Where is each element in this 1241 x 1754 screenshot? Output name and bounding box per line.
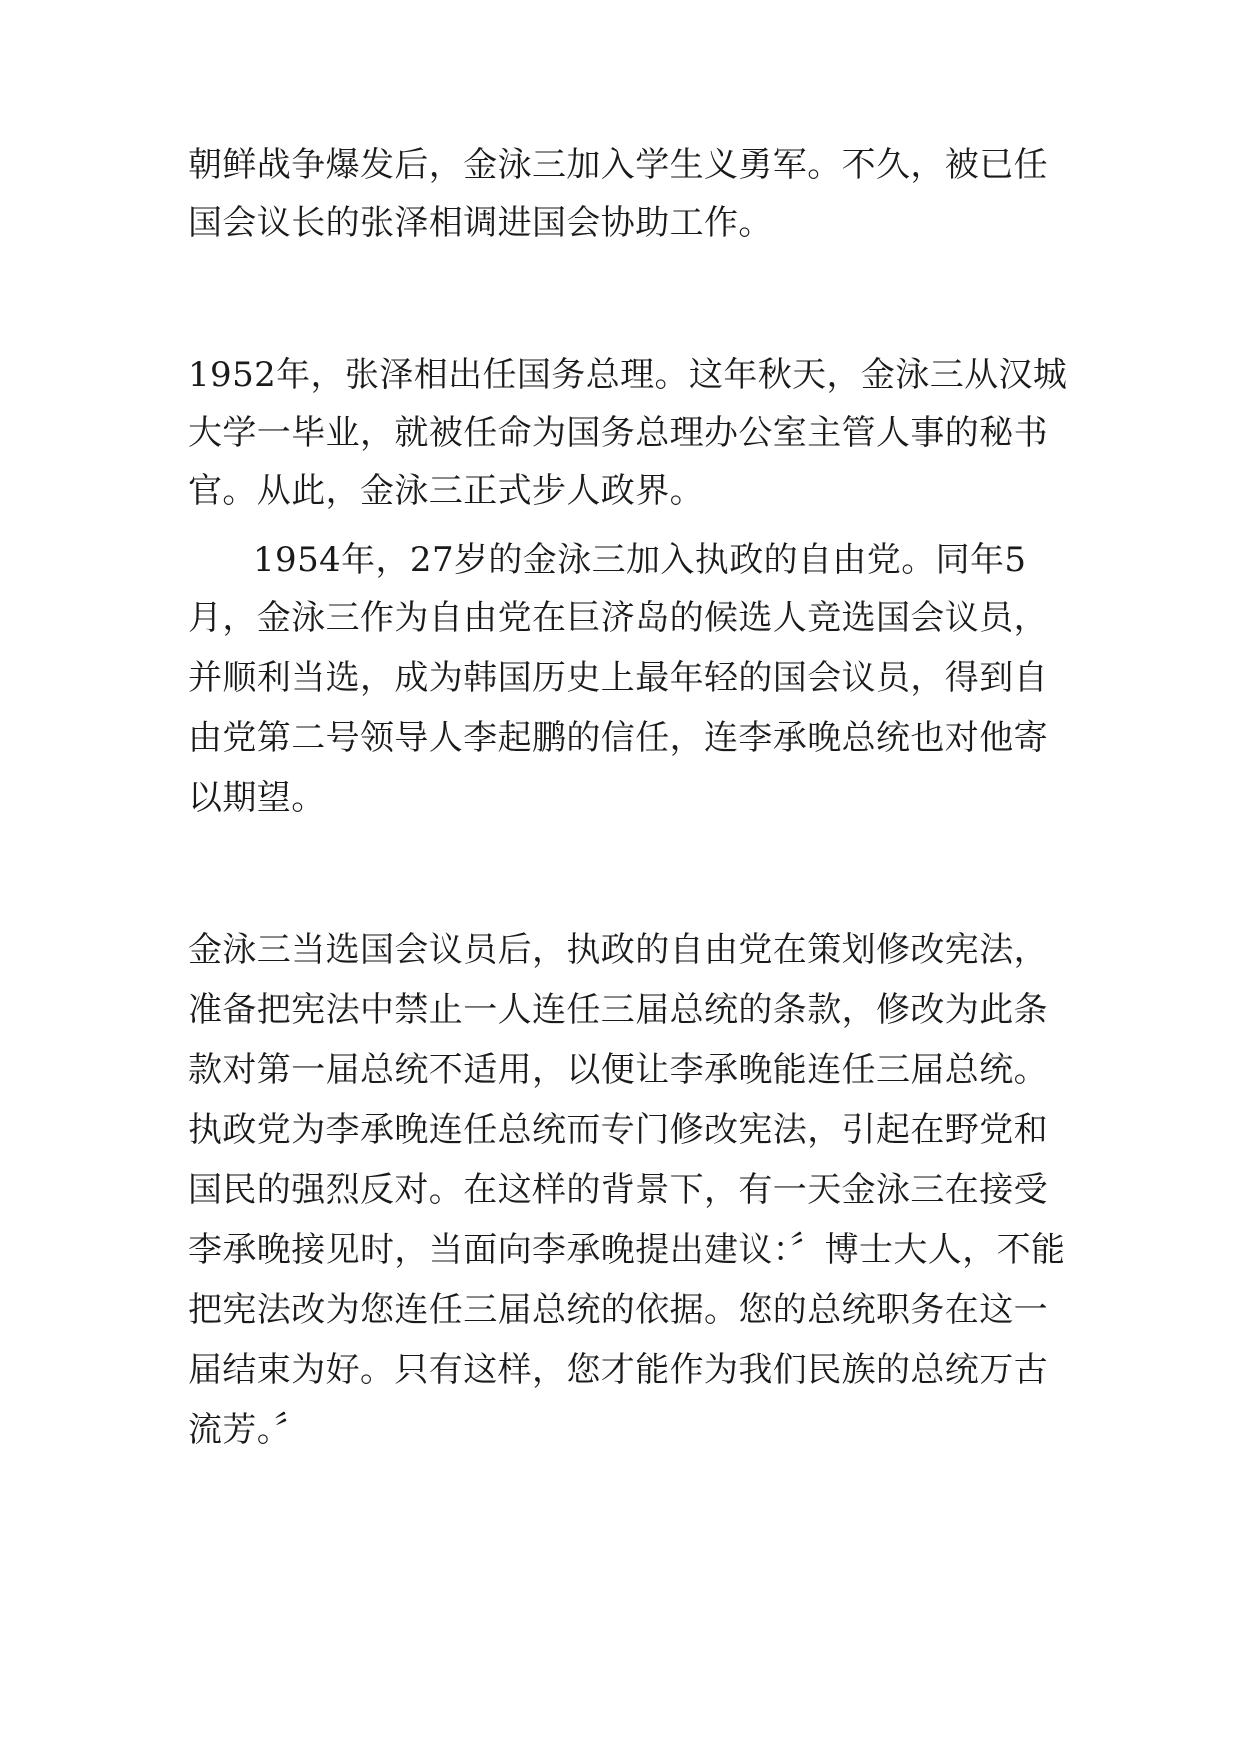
paragraph-2-line-1: 1952年，张泽相出任国务总理。这年秋天，金泳三从汉城: [188, 355, 1068, 395]
paragraph-2-line-2: 大学一毕业，就被任命为国务总理办公室主管人事的秘书: [188, 413, 1048, 453]
paragraph-3-line-5: 以期望。: [188, 778, 326, 818]
paragraph-4-line-9: 流芳。〞: [188, 1410, 309, 1450]
paragraph-1-line-1: 朝鲜战争爆发后，金泳三加入学生义勇军。不久，被已任: [188, 145, 1048, 185]
paragraph-3-line-1: 1954年，27岁的金泳三加入执政的自由党。同年5: [253, 540, 1027, 580]
paragraph-4-line-8: 届结束为好。只有这样，您才能作为我们民族的总统万古: [188, 1350, 1048, 1390]
paragraph-4-line-4: 执政党为李承晚连任总统而专门修改宪法，引起在野党和: [188, 1110, 1048, 1150]
paragraph-4-line-7: 把宪法改为您连任三届总统的依据。您的总统职务在这一: [188, 1290, 1048, 1330]
paragraph-4-line-3: 款对第一届总统不适用，以便让李承晚能连任三届总统。: [188, 1050, 1048, 1090]
paragraph-3-line-3: 并顺利当选，成为韩国历史上最年轻的国会议员，得到自: [188, 658, 1048, 698]
paragraph-4-line-1: 金泳三当选国会议员后，执政的自由党在策划修改宪法，: [188, 930, 1048, 970]
paragraph-4-line-2: 准备把宪法中禁止一人连任三届总统的条款，修改为此条: [188, 990, 1048, 1030]
paragraph-3-line-4: 由党第二号领导人李起鹏的信任，连李承晚总统也对他寄: [188, 718, 1048, 758]
paragraph-3-line-2: 月，金泳三作为自由党在巨济岛的候选人竞选国会议员，: [188, 598, 1048, 638]
paragraph-2-line-3: 官。从此，金泳三正式步人政界。: [188, 471, 704, 511]
paragraph-1-line-2: 国会议长的张泽相调进国会协助工作。: [188, 203, 773, 243]
paragraph-4-line-5: 国民的强烈反对。在这样的背景下，有一天金泳三在接受: [188, 1170, 1048, 1210]
paragraph-4-line-6: 李承晚接见时，当面向李承晚提出建议：〞博士大人，不能: [188, 1230, 1066, 1270]
